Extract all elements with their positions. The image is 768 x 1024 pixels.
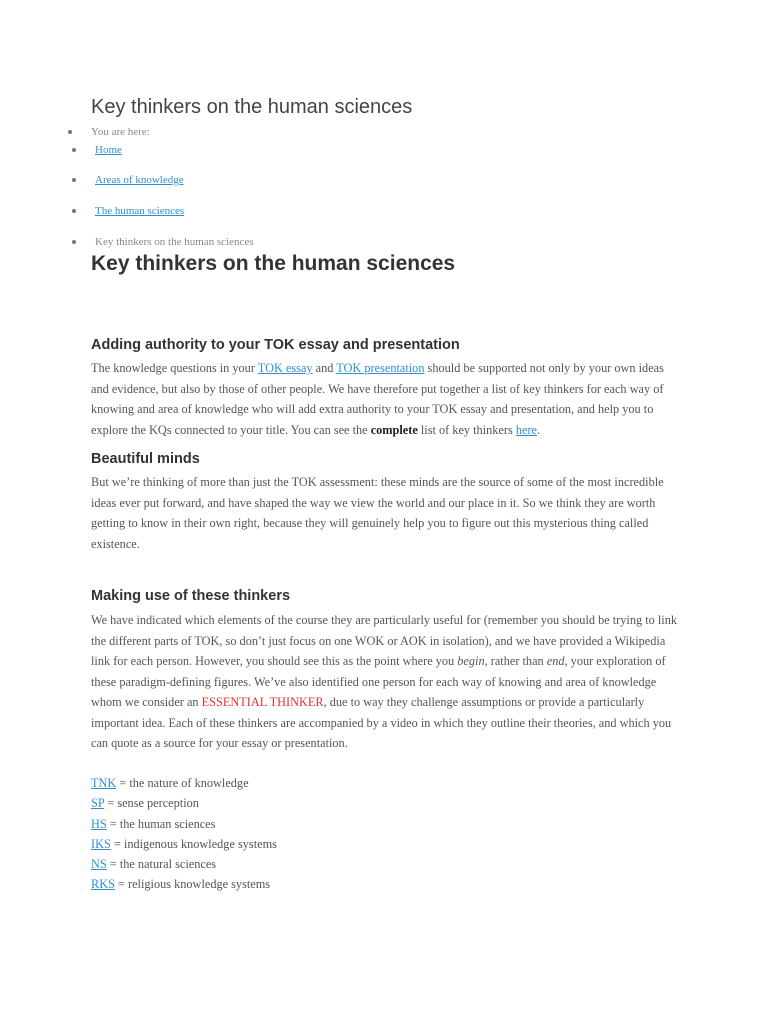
breadcrumb-prefix: You are here: — [91, 126, 150, 138]
paragraph-beautiful-minds: But we’re thinking of more than just the TOK assessment: these minds are the source of some of the most incredible ideas ever put forward, and have shaped the way we view the world and our place in it. So we think they are worth getting to know in their own right, because they will genuinely help you to figure out this mysterious thing called existence. — [91, 475, 664, 551]
glossary-link-rks[interactable]: RKS — [91, 877, 115, 892]
glossary-item — [91, 793, 277, 813]
page-heading: Key thinkers on the human sciences — [91, 96, 413, 118]
paragraph-making-use — [91, 610, 681, 754]
text-run: list of key thinkers — [417, 422, 516, 437]
bullet-icon — [68, 130, 72, 134]
glossary-item — [91, 834, 277, 854]
text-run: , due to way they challenge assumptions or provide a particularly important idea. Each of these thinkers are accompanied by a video in which they outline their theories, and which you can quote as a source for your essay or presentation. — [91, 695, 672, 750]
glossary-definition: = the natural sciences — [106, 857, 217, 872]
breadcrumb-areas-link[interactable]: Areas of knowledge — [95, 174, 184, 186]
bold-complete: complete — [370, 422, 418, 437]
section-heading-making-use: Making use of these thinkers — [91, 588, 291, 604]
bullet-icon — [72, 178, 76, 182]
key-thinkers-here-link[interactable]: here — [515, 422, 538, 437]
bullet-icon — [72, 209, 76, 213]
text-run: , your exploration of these paradigm-defining figures. We’ve also identified one person for each way of knowing and area of knowledge whom we consider an — [91, 654, 666, 709]
glossary-definition: = religious knowledge systems — [114, 877, 271, 892]
breadcrumb-home-link[interactable]: Home — [95, 144, 122, 156]
paragraph-authority — [91, 358, 681, 440]
glossary-link-iks[interactable]: IKS — [91, 836, 111, 851]
emphasis-end: end — [546, 654, 565, 668]
text-run: and — [312, 361, 337, 375]
text-run: The knowledge questions in your — [91, 361, 258, 375]
tok-presentation-link[interactable]: TOK presentation — [336, 361, 425, 375]
text-run: should be supported not only by your own ideas and evidence, but also by those of other people. We have therefore put together a list of key thinkers for each way of knowing and area of knowledge who will add extra authority to your TOK essay and presentation, and help you to explore the KQs connected to your title. You can see the — [91, 361, 664, 437]
glossary-item — [91, 874, 277, 894]
glossary-link-hs[interactable]: HS — [91, 816, 107, 831]
breadcrumb-current: Key thinkers on the human sciences — [95, 236, 254, 248]
text-run: , rather than — [484, 654, 547, 668]
abbreviation-glossary — [91, 773, 277, 895]
glossary-item — [91, 854, 277, 874]
section-heading-beautiful-minds: Beautiful minds — [91, 451, 200, 467]
glossary-definition: = indigenous knowledge systems — [110, 836, 277, 851]
glossary-link-tnk[interactable]: TNK — [91, 776, 117, 790]
text-run: . — [537, 422, 541, 437]
glossary-link-ns[interactable]: NS — [91, 857, 107, 872]
tok-essay-link[interactable]: TOK essay — [257, 361, 313, 375]
essential-thinker-label: ESSENTIAL THINKER — [201, 695, 324, 709]
article-title: Key thinkers on the human sciences — [91, 252, 456, 275]
bullet-icon — [72, 240, 76, 244]
glossary-definition: = the nature of knowledge — [116, 776, 249, 790]
breadcrumb-human-sciences-link[interactable]: The human sciences — [95, 205, 185, 217]
glossary-link-sp[interactable]: SP — [91, 796, 105, 811]
bullet-icon — [72, 148, 76, 152]
emphasis-begin: begin — [457, 654, 485, 668]
glossary-item — [91, 773, 277, 793]
glossary-definition: = sense perception — [104, 796, 199, 811]
glossary-definition: = the human sciences — [106, 816, 216, 831]
section-heading-authority: Adding authority to your TOK essay and presentation — [91, 337, 460, 353]
glossary-item — [91, 814, 277, 834]
text-run: We have indicated which elements of the course they are particularly useful for (remember you should be trying to link the different parts of TOK, so don’t just focus on one WOK or AOK in isolation), and we have provided a Wikipedia link for each person. However, you should see this as the point where you — [91, 613, 677, 668]
